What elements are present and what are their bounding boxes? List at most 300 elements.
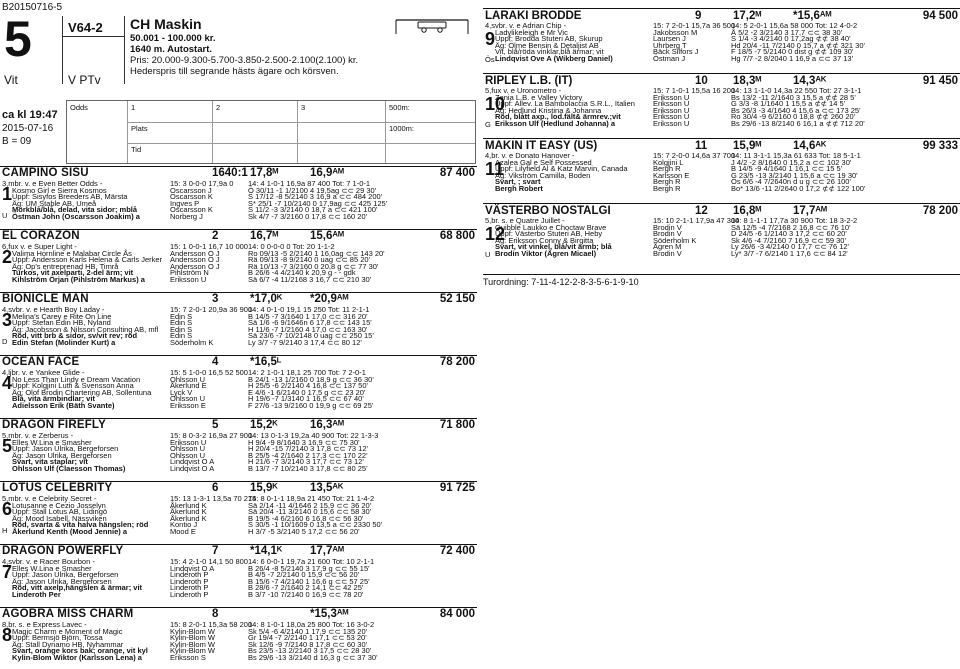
horse-earnings: 52 150 bbox=[439, 293, 475, 305]
odds-grid bbox=[66, 100, 476, 164]
entry-trainer: Eriksson E bbox=[170, 400, 206, 410]
entry-start-record: B 19/5 -4 6/2160 6 16,8 ⊂⊂ 56 30' bbox=[248, 513, 364, 523]
entry-trainer: 15: 3 0-0-0 17,9a 0 bbox=[170, 179, 234, 188]
entry-trainer: Bergh R bbox=[653, 183, 681, 193]
entry-start-record: Bs 26/3 -3 4/1640 4 15,6 a ⊂⊂ 173 25' bbox=[731, 105, 861, 115]
entry-trainer: Mood E bbox=[170, 526, 196, 536]
horse-record-auto: *15,6ᴬᴹ bbox=[793, 10, 832, 22]
entry-start-record: Bs 29/6 -13 8/2140 6 16,1 a ⊄⊄ 712 20' bbox=[731, 118, 865, 128]
start-number: 10 bbox=[485, 94, 506, 114]
entry-trainer: Edin S bbox=[170, 311, 193, 321]
entry-start-record: Bs 13/2 -11 2/1640 3 15,5 a ⊄⊄ 28 5' bbox=[731, 92, 856, 102]
header-divider bbox=[62, 16, 63, 84]
entry-line: Uppf: Allev. La Bambolaccia S.R.L., Italien bbox=[495, 99, 635, 108]
entry-line: Kosmo Girl e Sierra Kosmos bbox=[12, 185, 107, 195]
entry-line: Äg: UM Stable AB, Umeå bbox=[12, 198, 97, 208]
entry-trainer: Norberg J bbox=[170, 211, 203, 221]
entry-start-record: Sk 12/6 -9 7/2140 8 17,8 ⊂⊂ 60 30' bbox=[248, 639, 368, 649]
horse-earnings: 84 000 bbox=[439, 608, 475, 620]
entry-start-record: 14: 0 0-0-0 0 Tot: 20 1-1-2 bbox=[248, 242, 335, 251]
entry-trainer: Ågren M bbox=[653, 242, 682, 251]
entry-rule bbox=[483, 203, 960, 204]
entry-trainer: Edin S bbox=[170, 324, 193, 334]
entry-line: 5,mbr. v. e Zerberus - bbox=[2, 431, 74, 440]
entry-trainer: Söderholm K bbox=[653, 235, 697, 245]
entry-trainer: Brodin V bbox=[653, 229, 682, 238]
horse-record: 18,3ᴹ bbox=[733, 75, 762, 87]
entry-start-record: B 28/6 -7 2/1640 2 14,1 ⊂⊂ 42 25' bbox=[248, 583, 364, 592]
entry-line: 4,svbr. v. e Adrian Chip - bbox=[485, 21, 567, 30]
entry-start-record: 14: 4 0-1-0 19,1 15 250 Tot: 11 2-1-1 bbox=[248, 305, 370, 314]
horse-distance: 6 bbox=[212, 482, 219, 494]
horse-name: RIPLEY L.B. (IT) bbox=[485, 75, 573, 87]
entry-line: Äg: Jason Ulrika, Bergeforsen bbox=[12, 450, 112, 460]
entry-badge: U bbox=[2, 211, 8, 220]
entry-line: Röd, vitt brb & sidor, sv/vit rev; röd bbox=[12, 331, 138, 340]
entry-line: 4,br. v. e Donato Hanover - bbox=[485, 151, 575, 160]
entry-line: Adielsson Erik (Bäth Svante) bbox=[12, 400, 115, 410]
horse-record: 17,2ᴹ bbox=[733, 10, 762, 22]
horse-earnings: 78 200 bbox=[922, 205, 958, 217]
entry-start-record: Hd 20/4 -11 7/2140 0 15,7 a ⊄⊄ 321 30' bbox=[731, 40, 865, 50]
entry-start-record: Sk 5/4 -6 4/2140 1 17,9 ⊂⊂ 135 20' bbox=[248, 626, 368, 636]
entry-trainer: Jakobsson M bbox=[653, 27, 698, 37]
entry-trainer: Åkerlund K bbox=[170, 513, 207, 523]
track-code: V64-2 bbox=[68, 20, 103, 35]
entry-trainer: Bäck Silfors J bbox=[653, 47, 699, 56]
horse-record: 15,9ᴹ bbox=[733, 140, 762, 152]
horse-distance: 9 bbox=[695, 10, 702, 22]
grid-line bbox=[127, 101, 128, 163]
horse-distance: 3 bbox=[212, 293, 219, 305]
entry-start-record: B 3/7 -10 7/2140 0 16,9 ⊂⊂ 78 20' bbox=[248, 589, 364, 599]
entry-trainer: Ohlsson U bbox=[170, 450, 206, 460]
header-divider bbox=[124, 16, 125, 84]
horse-distance: 5 bbox=[212, 419, 219, 431]
entry-start-record: H 9/4 -9 8/1640 3 16,9 ⊂⊂ 75 30' bbox=[248, 437, 360, 447]
grid-line bbox=[212, 101, 213, 163]
race-number: 5 bbox=[4, 11, 32, 67]
entry-line: Blå, vita ärmbindlar; vit bbox=[12, 394, 95, 403]
entry-start-record: B 15/6 -7 4/2140 1 16,6 g ⊂⊂ 57 25' bbox=[248, 576, 370, 586]
entry-line: Quibble Laukko e Choctaw Brave bbox=[495, 222, 607, 232]
entry-line: Äg: Vikström Camilla, Boden bbox=[495, 170, 591, 180]
horse-name: DRAGON FIREFLY bbox=[2, 419, 106, 431]
entry-start-record: Sk 4/7 -7 3/2160 0 17,8 ⊂⊂ 160 20' bbox=[248, 211, 368, 221]
start-time-box bbox=[0, 109, 60, 148]
entry-trainer: 15: 8 2-0-1 15,3a 58 200 bbox=[170, 620, 253, 629]
entry-line: Melina's Carey e Rite On Line bbox=[12, 311, 112, 321]
entry-trainer: Karlsson E bbox=[653, 170, 690, 180]
entry-start-record: 14: 8 1-0-1 18,0a 25 800 Tot: 16 3-0-2 bbox=[248, 620, 375, 629]
entry-trainer: Åkerlund K bbox=[170, 500, 207, 510]
horse-record: *14,1ᴷ bbox=[250, 545, 283, 557]
entry-line: Röd, svarta & vita halva hängslen; röd bbox=[12, 520, 149, 529]
entry-start-record: Bs 23/5 -13 2/2140 3 17,5 ⊂⊂ 28 30' bbox=[248, 646, 372, 655]
entry-start-record: Sä 23/6 -7 10/2148 0 uag ⊂⊂ 250 15' bbox=[248, 331, 374, 340]
horse-name: BIONICLE MAN bbox=[2, 293, 89, 305]
entry-start-record: Sä 12/5 -4 7/2168 2 16,8 ⊂⊂ 76 10' bbox=[731, 222, 851, 232]
race-name: CH Maskin bbox=[130, 16, 202, 32]
horse-name: MAKIN IT EASY (US) bbox=[485, 140, 598, 152]
entry-line: Zenia L.B. e Valley Victory bbox=[495, 92, 583, 102]
start-number: 4 bbox=[2, 373, 13, 393]
entry-trainer: Eriksson U bbox=[653, 99, 690, 108]
horse-name: OCEAN FACE bbox=[2, 356, 80, 368]
entry-trainer: Eriksson U bbox=[653, 112, 690, 121]
entry-start-record: Ö 30/11 -1 1/2100 4 19,5ag ⊂⊂ 29 30' bbox=[248, 185, 377, 195]
grid-line bbox=[127, 122, 475, 123]
entry-start-record: S 17/12 -8 5/2140 3 16,9 a ⊂⊂ 484 200' bbox=[248, 192, 383, 201]
entry-trainer: 15: 1 0-0-1 16,7 10 000 bbox=[170, 242, 248, 251]
horse-record: 15,9ᴷ bbox=[250, 482, 278, 494]
odds-500m: 500m: bbox=[389, 103, 410, 112]
right-column bbox=[483, 8, 960, 669]
entry-trainer: Kylin-Blom W bbox=[170, 639, 216, 649]
entry-trainer: Andersson O J bbox=[170, 255, 220, 264]
entry-line: Uppf: Andersson Karls Helena & Carls Jerker bbox=[12, 255, 163, 264]
start-number: 5 bbox=[2, 436, 13, 456]
entry-start-record: G 23/5 -13 3/2140 1 15,6 a ⊂⊂ 19 30' bbox=[731, 170, 858, 180]
entry-line: Brodin Viktor (Ågren Micael) bbox=[495, 248, 597, 258]
entry-line: Lotusanne e Cezio Josselyn bbox=[12, 500, 106, 510]
entry-rule bbox=[483, 73, 960, 74]
race-entry bbox=[483, 203, 960, 268]
entry-trainer: Oscarsson J bbox=[170, 185, 212, 195]
race-entry bbox=[0, 229, 477, 292]
entry-trainer: 15: 5 1-0-0 16,5 52 500 bbox=[170, 368, 248, 377]
entry-start-record: S 11/2 -3 3/2140 0 18,7 a ⊂⊂ 421 100' bbox=[248, 205, 378, 214]
entry-line: 5,fux v. e Uronometro - bbox=[485, 86, 562, 95]
entry-start-record: Sä 1/6 -6 9/1646n 6 17,8 ⊂⊂ 143 15' bbox=[248, 318, 372, 327]
entry-start-record: Ös 6/6 -4 7/2640n d u g ⊂⊂ 26 100' bbox=[731, 177, 851, 186]
entry-line: Kylin-Blom Wiktor (Karlsson Lena) a bbox=[12, 652, 142, 662]
horse-earnings: 72 400 bbox=[439, 545, 475, 557]
entry-start-record: 14: 8 1-1-1 17,7a 30 900 Tot: 18 3-2-2 bbox=[731, 216, 858, 225]
entry-trainer: Eriksson S bbox=[170, 652, 206, 662]
horse-record-auto: 14,6ᴬᴷ bbox=[793, 140, 827, 152]
entry-line: Elles W.Lina e Smasher bbox=[12, 437, 92, 447]
horse-record-auto: 17,7ᴬᴹ bbox=[310, 545, 344, 557]
entry-line: Uppf: Stefan Edin HB, Nyland bbox=[12, 318, 111, 327]
b-value: B = 09 bbox=[2, 136, 32, 147]
entry-start-record: Sk 4/6 -4 7/2160 7 16,9 ⊂⊂ 59 30' bbox=[731, 235, 846, 245]
odds-tid: Tid bbox=[131, 145, 142, 154]
horse-record: 16,8ᴹ bbox=[733, 205, 762, 217]
entry-start-record: B 14/5 -7 3/1640 1 17,0 ⊂⊂ 316 20' bbox=[248, 311, 368, 321]
entry-line: Röd, vitt axelp,hängslen & ärmar; vit bbox=[12, 583, 143, 592]
horse-name: CAMPINO SISU bbox=[2, 167, 89, 179]
grid-line bbox=[127, 143, 475, 144]
entry-trainer: 15: 7 2-0-1 15,7a 36 500 bbox=[653, 21, 736, 30]
horse-name: LOTUS CELEBRITY bbox=[2, 482, 113, 494]
odds-1000m: 1000m: bbox=[389, 124, 415, 133]
entry-start-record: S* 25/1 -7 10/2140 0 17,9ag ⊂⊂ 425 125' bbox=[248, 198, 388, 208]
entry-trainer: Oscarsson K bbox=[170, 192, 213, 201]
entry-rule bbox=[483, 8, 960, 9]
odds-label: Odds bbox=[70, 103, 88, 112]
race-entry bbox=[0, 292, 477, 355]
entry-line: Svart, ; svart bbox=[495, 177, 541, 186]
race-class: Vit bbox=[4, 73, 18, 87]
entry-trainer: Kontio J bbox=[170, 520, 198, 529]
doc-reference: B20150716-5 bbox=[2, 2, 63, 13]
entry-trainer: Åkerlund K bbox=[170, 507, 207, 516]
entry-trainer: Kolgjini L bbox=[653, 157, 684, 167]
entry-trainer: Bergh R bbox=[653, 164, 681, 173]
race-entry bbox=[0, 481, 477, 544]
entry-line: 4,svbr. v. e Hearth Boy Laday - bbox=[2, 305, 105, 314]
horse-name: EL CORAZON bbox=[2, 230, 80, 242]
horse-record-auto: 13,5ᴬᴷ bbox=[310, 482, 344, 494]
entry-line: Uppf: Lilyfield Al & Katz Marvin, Canada bbox=[495, 164, 628, 173]
grid-line bbox=[385, 101, 386, 163]
entry-trainer: Söderholm K bbox=[170, 337, 214, 347]
entry-trainer: Uhrberg T bbox=[653, 40, 687, 50]
entry-trainer: Edin S bbox=[170, 318, 193, 327]
entry-start-record: J 4/2 -2 8/1640 0 15,2 a ⊂⊂ 102 30' bbox=[731, 157, 852, 167]
entry-trainer: Lindqvist O A bbox=[170, 463, 215, 473]
entry-line: Turkos, vit axelparti, 2-del ärm; vit bbox=[12, 268, 134, 277]
entry-line: 4,svbr. v. e Racer Bourbon - bbox=[2, 557, 95, 566]
entry-start-record: Rä 09/13 -8 9/2140 0 uag ⊂⊂ 85 20' bbox=[248, 255, 371, 264]
entry-trainer: Åkerlund E bbox=[170, 381, 207, 390]
entry-line: Uppf: Jason Ulrika, Bergeforsen bbox=[12, 570, 119, 579]
horse-record: 17,8ᴹ bbox=[250, 167, 279, 179]
race-date: 2015-07-16 bbox=[2, 123, 54, 134]
entry-trainer: Ohlsson U bbox=[170, 444, 206, 453]
entry-start-record: B 26/4 -8 5/2140 3 17,9 g ⊂⊂ 55 15' bbox=[248, 563, 370, 573]
start-number: 3 bbox=[2, 310, 13, 330]
entry-line: Östman John (Oscarsson Joakim) a bbox=[12, 211, 140, 221]
entry-trainer: Oscarsson K bbox=[170, 205, 213, 214]
entry-trainer: Östman J bbox=[653, 53, 686, 63]
entry-trainer: Andersson O J bbox=[170, 261, 220, 271]
entry-trainer: Linderoth P bbox=[170, 576, 209, 586]
horse-earnings: 68 800 bbox=[439, 230, 475, 242]
header-divider bbox=[62, 36, 125, 37]
entry-start-record: Sä 6/7 -4 11/2168 3 16,7 ⊂⊂ 210 30' bbox=[248, 274, 372, 284]
entry-line: Svart, vita staplar; vit bbox=[12, 457, 88, 466]
entry-start-record: Ro 30/4 -9 6/2160 0 18,8 ⊄⊄ 260 20' bbox=[731, 112, 856, 121]
entry-badge: H bbox=[2, 526, 8, 535]
entry-start-record: 14: 13 0-1-3 19,2a 40 900 Tot: 22 1-3-3 bbox=[248, 431, 379, 440]
entry-line: Äg: Ölme Bensin & Detaljist AB bbox=[495, 40, 599, 50]
entry-start-record: Bs 29/6 -13 3/2140 d 16,3 g ⊂⊂ 37 30' bbox=[248, 652, 378, 662]
entry-start-record: H 19/6 -7 1/3140 1 16,5 ⊂⊂ 67 40' bbox=[248, 394, 364, 403]
entry-line: 4,ljbr. v. e Yankee Glide - bbox=[2, 368, 85, 377]
entry-trainer: Ohlsson U bbox=[170, 374, 206, 384]
horse-record: *17,0ᴷ bbox=[250, 293, 283, 305]
entry-start-record: B 14/5 -9 4/1640 1 16,1 ⊂⊂ 15 5' bbox=[731, 164, 843, 173]
horse-name: VÄSTERBO NOSTALGI bbox=[485, 205, 611, 217]
entry-start-record: 14: 4 1-0-1 16,9a 87 400 Tot: 7 1-0-1 bbox=[248, 179, 371, 188]
entry-line: Röd, blått axp., lod.fält& ärmrev.;vit bbox=[495, 112, 621, 121]
entry-line: Äg: Olof Brodin Chartering AB, Sollentuna bbox=[12, 387, 152, 397]
race-info-line: 50.001 - 100.000 kr. bbox=[130, 33, 216, 44]
horse-record: 16,7ᴹ bbox=[250, 230, 279, 242]
entry-line: Uppf: Kolgjini Lutfi & Svensson Anna bbox=[12, 381, 134, 390]
entry-line: Äg: Hedlund Kristina & Johanna bbox=[495, 105, 602, 115]
entry-line: Lindqvist Ove A (Wikberg Daniel) bbox=[495, 53, 613, 63]
start-time: ca kl 19:47 bbox=[2, 109, 58, 121]
race-info-line: Pris: 20.000-9.300-5.700-3.850-2.500-2.100(2.100) kr. bbox=[130, 55, 359, 66]
horse-name: LARAKI BRODDE bbox=[485, 10, 582, 22]
horse-record-auto: 15,6ᴬᴹ bbox=[310, 230, 344, 242]
race-entry bbox=[483, 8, 960, 73]
start-number: 9 bbox=[485, 29, 496, 49]
start-number: 8 bbox=[2, 625, 13, 645]
race-type: V PTv bbox=[68, 73, 101, 87]
entry-line: No Less Than Lindy e Dream Vacation bbox=[12, 374, 141, 384]
race-entry bbox=[0, 166, 477, 229]
entry-trainer: Laursen J bbox=[653, 34, 686, 43]
entry-trainer: Linderoth P bbox=[170, 589, 209, 599]
horse-record-auto: 16,3ᴬᴹ bbox=[310, 419, 344, 431]
odds-col-1: 1 bbox=[131, 103, 136, 112]
entry-line: Mörkblå/blå, delad, vita sidor; mblå bbox=[12, 205, 138, 214]
entry-line: Äg: Mood Isabell, Nässviken bbox=[12, 513, 107, 523]
entry-trainer: Lindqvist O A bbox=[170, 563, 215, 573]
entry-trainer: Linderoth P bbox=[170, 570, 209, 579]
entry-line: Ohlsson Ulf (Claesson Thomas) bbox=[12, 463, 126, 473]
entry-trainer: Lindqvist O A bbox=[170, 457, 215, 466]
entry-line: Uppf: Stall Lotus AB, Lidingö bbox=[12, 507, 108, 516]
horse-name: AGOBRA MISS CHARM bbox=[2, 608, 134, 620]
horse-earnings: 91 450 bbox=[922, 75, 958, 87]
entry-line: Uppf: Jason Ulrika, Bergeforsen bbox=[12, 444, 119, 453]
horse-distance: 10 bbox=[695, 75, 708, 87]
entry-line: Åkerlund Kenth (Mood Jennie) a bbox=[12, 526, 128, 536]
entry-trainer: 15: 10 2-1-1 17,9a 47 300 bbox=[653, 216, 740, 225]
horse-earnings: 87 400 bbox=[439, 167, 475, 179]
entry-start-record: F 27/6 -13 9/2160 0 19,9 g ⊂⊂ 69 25' bbox=[248, 400, 374, 410]
entry-start-record: S 1/4 -3 4/2140 0 17,2ag ⊄⊄ 38 40' bbox=[731, 34, 851, 43]
entry-start-record: 14: 6 0-0-1 19,7a 21 600 Tot: 10 2-1-1 bbox=[248, 557, 375, 566]
entry-start-record: H 11/6 -7 1/2160 4 17,0 ⊂⊂ 163 30' bbox=[248, 324, 368, 334]
entry-line: Edin Stefan (Molinder Kurt) a bbox=[12, 337, 116, 347]
entry-trainer: Eriksson U bbox=[653, 105, 690, 115]
horse-earnings: 94 500 bbox=[922, 10, 958, 22]
entry-line: Uppf: Bermsjö Björn, Tossa bbox=[12, 633, 103, 642]
start-car-icon bbox=[392, 16, 472, 36]
entry-badge: U bbox=[485, 250, 491, 259]
odds-col-2: 2 bbox=[216, 103, 221, 112]
race-entry bbox=[483, 138, 960, 203]
entry-line: Uppf: Brodda Stuteri AB, Skurup bbox=[495, 34, 603, 43]
entry-line: Uppf: Sisyfos Breeders AB, Märsta bbox=[12, 192, 128, 201]
entry-line: Elles W.Lina e Smasher bbox=[12, 563, 92, 573]
race-entry bbox=[483, 73, 960, 138]
race-info-line: Hederspris till segrande hästs ägare och körsven. bbox=[130, 66, 339, 77]
entry-trainer: Brodin V bbox=[653, 222, 682, 232]
entry-trainer: Eriksson U bbox=[653, 118, 690, 128]
entry-trainer: 15: 7 2-0-0 14,6a 37 700 bbox=[653, 151, 736, 160]
horse-earnings: 71 800 bbox=[439, 419, 475, 431]
entry-start-record: Sä 20/4 -11 3/2140 0 15,6 ⊂⊂ 58 30' bbox=[248, 507, 372, 516]
entry-start-record: Ly 3/7 -7 9/2140 3 17,4 ⊂⊂ 80 12' bbox=[248, 337, 362, 347]
horse-record-auto: 17,7ᴬᴹ bbox=[793, 205, 827, 217]
entry-line: Äg: Stall Dynamo HB, Nyhammar bbox=[12, 639, 124, 649]
entry-start-record: B 26/6 -4 4/2140 k 20,9 g - - gdk bbox=[248, 268, 356, 277]
entry-line: 8,br. s. e Express Lavec - bbox=[2, 620, 87, 629]
horse-name: DRAGON POWERFLY bbox=[2, 545, 124, 557]
entry-line: 5,mbr. v. e Celebrity Secret - bbox=[2, 494, 97, 503]
entry-line: 6,fux v. e Super Light - bbox=[2, 242, 77, 251]
entry-badge: Ös bbox=[485, 55, 495, 64]
entry-trainer: Kylin-Blom W bbox=[170, 626, 216, 636]
entry-start-record: E 4/6 -1 6/2140 0 17,5 g ⊂⊂ 23 20' bbox=[248, 387, 366, 397]
entry-start-record: B 4/5 -7 2/2140 0 15,9 ⊂⊂ 56 20' bbox=[248, 570, 360, 579]
entry-trainer: Bergh R bbox=[653, 177, 681, 186]
entry-start-record: 14: 11 3-1-1 15,3a 61 633 Tot: 18 5-1-1 bbox=[731, 151, 861, 160]
race-header bbox=[0, 11, 477, 164]
entry-trainer: Ohlsson U bbox=[170, 394, 206, 403]
entry-start-record: 14: 2 1-0-1 18,1 25 700 Tot: 7 2-0-1 bbox=[248, 368, 366, 377]
entry-start-record: D 24/5 -6 1/2140 3 17,2 ⊂⊂ 60 20' bbox=[731, 229, 847, 238]
order-footer: Turordning: 7-11-4-12-2-8-3-5-6-1-9-10 bbox=[483, 274, 960, 287]
entry-start-record: 14: 5 2-0-1 15,6a 58 000 Tot: 12 4-0-2 bbox=[731, 21, 858, 30]
entry-trainer: Linderoth P bbox=[170, 583, 209, 592]
entry-line: Vit, blå/röda vinklar,blå ärmar; vit bbox=[495, 47, 604, 56]
entry-trainer: Andersson O J bbox=[170, 248, 220, 258]
entry-trainer: 15: 4 2-1-0 14,1 50 800 bbox=[170, 557, 248, 566]
entry-line: Kihlström Örjan (Pihlström Markus) a bbox=[12, 274, 145, 284]
entry-trainer: 15: 8 0-3-2 16,9a 27 900 bbox=[170, 431, 253, 440]
entry-line: Bergh Robert bbox=[495, 183, 543, 193]
entry-start-record: H 25/5 -6 2/2140 4 16,8 ⊂⊂ 137 50' bbox=[248, 381, 368, 390]
grid-line bbox=[297, 101, 298, 163]
entry-line: Uppf: Västerbo Stuteri AB, Heby bbox=[495, 229, 603, 238]
entry-start-record: Bo* 13/6 -11 2/2640 0 17,2 ⊄⊄ 122 100' bbox=[731, 183, 866, 193]
odds-plats: Plats bbox=[131, 124, 148, 133]
entry-start-record: 14: 13 1-1-0 14,3a 22 550 Tot: 27 3-1-1 bbox=[731, 86, 862, 95]
race-entry bbox=[0, 355, 477, 418]
entry-line: Azalea Gal e Self Possessed bbox=[495, 157, 592, 167]
entry-start-record: Rä 10/13 -7 3/2160 0 20,8 g ⊂⊂ 77 30' bbox=[248, 261, 379, 271]
entry-line: Eriksson Ulf (Hedlund Johanna) a bbox=[495, 118, 616, 128]
horse-distance: 11 bbox=[695, 140, 708, 152]
entry-trainer: Edin S bbox=[170, 331, 193, 340]
entry-trainer: Eriksson U bbox=[653, 92, 690, 102]
entry-line: Äg: Op's entreprenad HB, Timrå bbox=[12, 261, 119, 271]
entry-start-record: B 13/7 -7 10/2140 3 17,8 ⊂⊂ 80 25' bbox=[248, 463, 368, 473]
entry-start-record: Ly 26/6 -3 4/2140 0 17,7 ⊂⊂ 76 12' bbox=[731, 242, 849, 251]
entry-start-record: F 18/5 -7 5/2140 0 dist g ⊄⊄ 109 30' bbox=[731, 47, 854, 56]
entry-line: 3,mbr. v. e Even Better Odds - bbox=[2, 179, 103, 188]
entry-line: Linderoth Per bbox=[12, 589, 61, 599]
start-number: 1 bbox=[2, 184, 13, 204]
start-number: 11 bbox=[485, 159, 505, 179]
entry-badge: G bbox=[485, 120, 491, 129]
entry-trainer: Kylin-Blom W bbox=[170, 646, 216, 655]
horse-distance: 12 bbox=[695, 205, 708, 217]
race-entry bbox=[0, 607, 477, 669]
horse-distance: 4 bbox=[212, 356, 219, 368]
entry-line: Ladylikeleigh e Mr Vic bbox=[495, 27, 568, 37]
odds-col-3: 3 bbox=[301, 103, 306, 112]
entry-start-record: H 3/7 -5 3/2140 5 17,2 ⊂⊂ 56 20' bbox=[248, 526, 360, 536]
entry-line: 5,br. s. e Quatre Juillet - bbox=[485, 216, 565, 225]
race-entry bbox=[0, 544, 477, 607]
entry-start-record: B 25/5 -4 2/1640 2 17,3 ⊂⊂ 170 22' bbox=[248, 450, 368, 460]
entry-trainer: Brodin V bbox=[653, 248, 682, 258]
left-column bbox=[0, 11, 477, 669]
entry-start-record: Gr 19/4 -7 2/2140 1 17,1 ⊂⊂ 53 20' bbox=[248, 633, 367, 642]
entry-line: Svart, orange kors bak; orange, vit kyl bbox=[12, 646, 148, 655]
entry-start-record: Ro 09/13 -5 2/2140 1 16,0ag ⊂⊂ 143 20' bbox=[248, 248, 385, 258]
entry-start-record: H 21/6 -7 3/2140 3 17,7 ⊂⊂ 73 12' bbox=[248, 457, 364, 466]
